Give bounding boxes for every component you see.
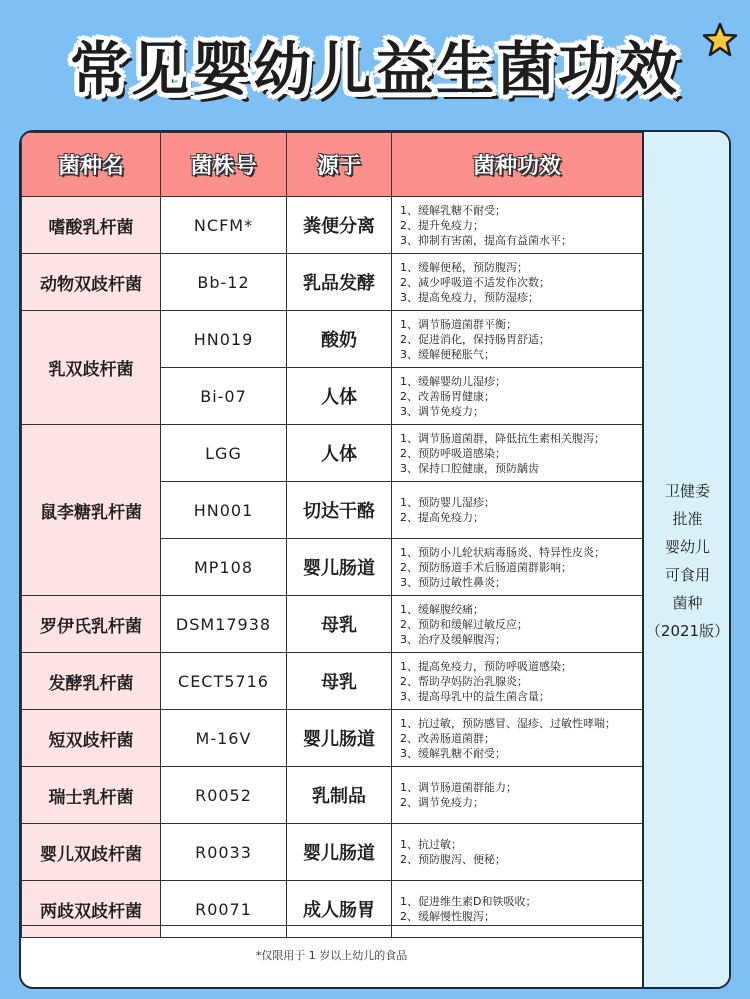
header-source: 源于 bbox=[287, 133, 392, 197]
table-row bbox=[22, 767, 643, 824]
source-cell: 人体 bbox=[287, 368, 392, 425]
strain-id-cell: Bi-07 bbox=[161, 368, 287, 425]
source-cell: 乳制品 bbox=[287, 767, 392, 824]
strain-name-cell: 嗜酸乳杆菌 bbox=[22, 197, 161, 254]
header-strain-id: 菌株号 bbox=[161, 133, 287, 197]
strain-name-cell: 两歧双歧杆菌 bbox=[22, 881, 161, 938]
probiotic-table bbox=[21, 132, 643, 938]
footnote: *仅限用于 1 岁以上幼儿的食品 bbox=[255, 949, 408, 962]
strain-id-cell: LGG bbox=[161, 425, 287, 482]
effects-cell: 1、调节肠道菌群平衡； 2、促进消化，保持肠胃舒适； 3、缓解便秘胀气； bbox=[392, 311, 643, 368]
table-row bbox=[22, 254, 643, 311]
source-cell: 酸奶 bbox=[287, 311, 392, 368]
strain-id-cell: HN019 bbox=[161, 311, 287, 368]
strain-name-cell: 动物双歧杆菌 bbox=[22, 254, 161, 311]
source-cell: 人体 bbox=[287, 425, 392, 482]
source-cell: 婴儿肠道 bbox=[287, 824, 392, 881]
strain-name-cell: 发酵乳杆菌 bbox=[22, 653, 161, 710]
source-cell: 婴儿肠道 bbox=[287, 710, 392, 767]
strain-id-cell: R0071 bbox=[161, 881, 287, 938]
approval-label: 卫健委 批准 婴幼儿 可食用 菌种 （2021版） bbox=[645, 482, 730, 640]
table-row bbox=[22, 197, 643, 254]
effects-cell: 1、提高免疫力，预防呼吸道感染； 2、帮助孕妈防治乳腺炎； 3、提高母乳中的益生菌含量； bbox=[392, 653, 643, 710]
table-header-row bbox=[22, 133, 643, 197]
table-row bbox=[22, 824, 643, 881]
effects-cell: 1、抗过敏，预防感冒、湿疹、过敏性哮喘； 2、改善肠道菌群； 3、缓解乳糖不耐受； bbox=[392, 710, 643, 767]
strain-name-cell: 鼠李糖乳杆菌 bbox=[22, 425, 161, 596]
effects-cell: 1、调节肠道菌群能力； 2、调节免疫力； bbox=[392, 767, 643, 824]
effects-cell: 1、缓解乳糖不耐受； 2、提升免疫力； 3、抑制有害菌，提高有益菌水平； bbox=[392, 197, 643, 254]
table-row bbox=[22, 596, 643, 653]
star-icon bbox=[702, 22, 738, 58]
strain-id-cell: DSM17938 bbox=[161, 596, 287, 653]
probiotic-card bbox=[19, 130, 731, 989]
table-row bbox=[22, 653, 643, 710]
page-title: 常见婴幼儿益生菌功效 bbox=[69, 35, 680, 103]
strain-id-cell: R0033 bbox=[161, 824, 287, 881]
source-cell: 母乳 bbox=[287, 596, 392, 653]
strain-name-cell: 乳双歧杆菌 bbox=[22, 311, 161, 425]
table-row bbox=[22, 311, 643, 368]
strain-id-cell: R0052 bbox=[161, 767, 287, 824]
effects-cell: 1、缓解腹绞痛； 2、预防和缓解过敏反应； 3、治疗及缓解腹泻； bbox=[392, 596, 643, 653]
effects-cell: 1、预防小儿轮状病毒肠炎、特异性皮炎； 2、预防肠道手术后肠道菌群影响； 3、预防过敏性鼻炎； bbox=[392, 539, 643, 596]
strain-id-cell: CECT5716 bbox=[161, 653, 287, 710]
strain-id-cell: HN001 bbox=[161, 482, 287, 539]
source-cell: 母乳 bbox=[287, 653, 392, 710]
strain-name-cell: 婴儿双歧杆菌 bbox=[22, 824, 161, 881]
table-row bbox=[22, 425, 643, 482]
effects-cell: 1、调节肠道菌群，降低抗生素相关腹泻； 2、预防呼吸道感染； 3、保持口腔健康，预防龋齿 bbox=[392, 425, 643, 482]
table-row bbox=[22, 881, 643, 938]
source-cell: 成人肠胃 bbox=[287, 881, 392, 938]
strain-name-cell: 罗伊氏乳杆菌 bbox=[22, 596, 161, 653]
effects-cell: 1、预防婴儿湿疹； 2、提高免疫力； bbox=[392, 482, 643, 539]
effects-cell: 1、缓解婴幼儿湿疹； 2、改善肠胃健康； 3、调节免疫力； bbox=[392, 368, 643, 425]
header-effects: 菌种功效 bbox=[392, 133, 643, 197]
strain-id-cell: M-16V bbox=[161, 710, 287, 767]
effects-cell: 1、缓解便秘，预防腹泻； 2、减少呼吸道不适发作次数； 3、提高免疫力，预防湿疹； bbox=[392, 254, 643, 311]
source-cell: 婴儿肠道 bbox=[287, 539, 392, 596]
header-strain-name: 菌种名 bbox=[22, 133, 161, 197]
source-cell: 乳品发酵 bbox=[287, 254, 392, 311]
source-cell: 粪便分离 bbox=[287, 197, 392, 254]
strain-id-cell: Bb-12 bbox=[161, 254, 287, 311]
footnote-divider bbox=[21, 925, 642, 926]
strain-name-cell: 短双歧杆菌 bbox=[22, 710, 161, 767]
strain-name-cell: 瑞士乳杆菌 bbox=[22, 767, 161, 824]
effects-cell: 1、抗过敏； 2、预防腹泻、便秘； bbox=[392, 824, 643, 881]
table-row bbox=[22, 710, 643, 767]
approval-side-panel bbox=[642, 132, 731, 987]
strain-id-cell: NCFM* bbox=[161, 197, 287, 254]
effects-cell: 1、促进维生素D和铁吸收； 2、缓解慢性腹泻； bbox=[392, 881, 643, 938]
source-cell: 切达干酪 bbox=[287, 482, 392, 539]
strain-id-cell: MP108 bbox=[161, 539, 287, 596]
